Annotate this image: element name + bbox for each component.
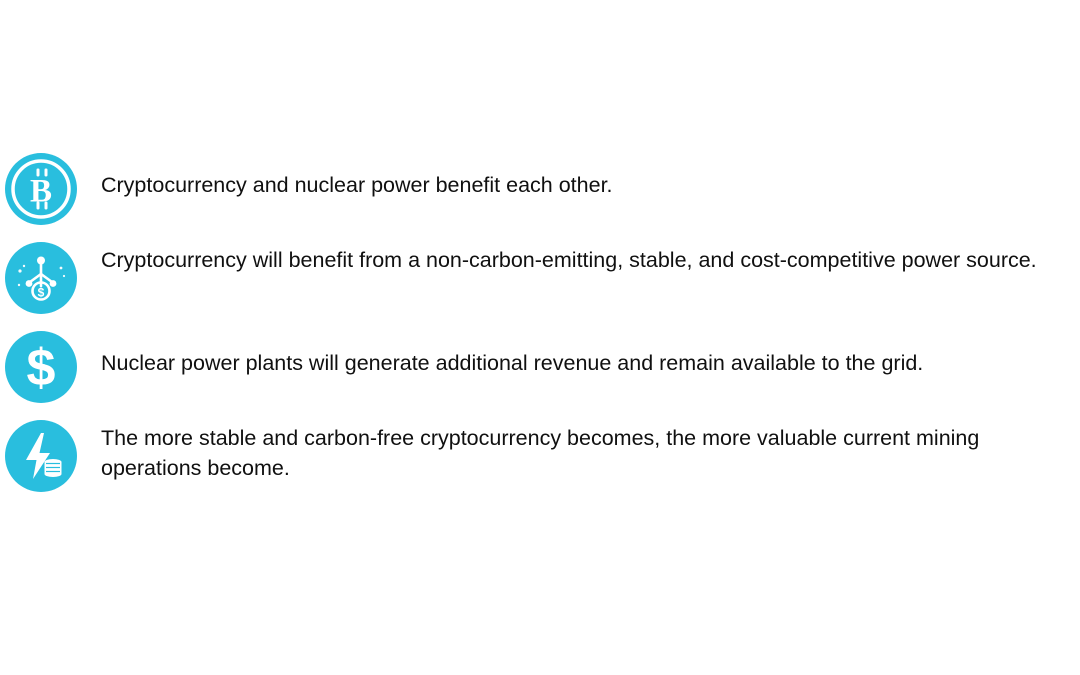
dollar-coin-icon — [2, 328, 80, 406]
list-item — [0, 239, 1080, 317]
list-item — [0, 150, 1080, 228]
svg-text:$: $ — [37, 285, 45, 300]
bullet-list — [0, 150, 1080, 506]
crypto-network-coin-icon — [2, 239, 80, 317]
list-item — [0, 328, 1080, 406]
list-item — [0, 417, 1080, 495]
list-item-text: Cryptocurrency and nuclear power benefit each other. — [101, 173, 613, 197]
svg-text:$: $ — [26, 339, 56, 397]
lightning-bolt-coins-icon — [2, 417, 80, 495]
list-item-text: Nuclear power plants will generate additional revenue and remain available to the grid. — [101, 351, 924, 375]
bitcoin-coin-icon — [2, 150, 80, 228]
svg-text:B: B — [29, 173, 53, 210]
list-item-text: Cryptocurrency will benefit from a non-carbon-emitting, stable, and cost-competitive power source. — [101, 248, 1037, 272]
list-item-text: The more stable and carbon-free cryptocurrency becomes, the more valuable current mining operations become. — [101, 426, 986, 480]
